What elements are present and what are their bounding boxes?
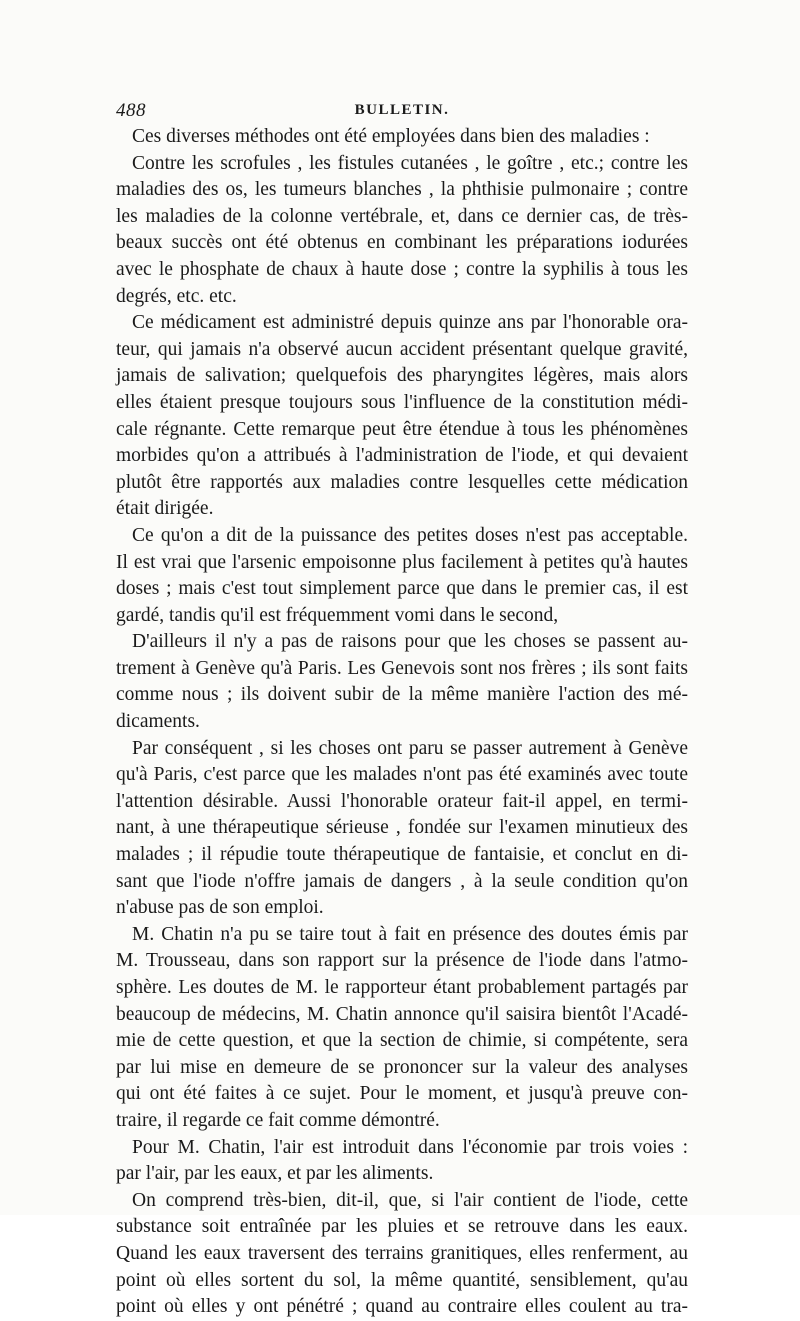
text-line: par lui mise en demeure de se prononcer sur la valeur des analyses — [116, 1056, 688, 1078]
text-line: M. Chatin n'a pu se taire tout à fait en présence des doutes émis par — [132, 923, 688, 945]
paragraph — [116, 736, 688, 922]
paragraph — [116, 629, 688, 735]
text-line: nant, à une thérapeutique sérieuse , fondée sur l'examen minutieux des — [116, 817, 688, 839]
running-head — [116, 100, 688, 124]
text-line: trement à Genève qu'à Paris. Les Genevois sont nos frères ; ils sont faits — [116, 657, 688, 679]
text-line: qu'à Paris, c'est parce que les malades n'ont pas été examinés avec toute — [116, 764, 688, 786]
text-line: Pour M. Chatin, l'air est introduit dans l'économie par trois voies : — [132, 1136, 688, 1158]
text-line: qui ont été faites à ce sujet. Pour le moment, et jusqu'à preuve con- — [116, 1083, 688, 1105]
text-line: point où elles y ont pénétré ; quand au contraire elles coulent au tra- — [116, 1296, 688, 1318]
text-line: Il est vrai que l'arsenic empoisonne plus facilement à petites qu'à hautes — [116, 551, 688, 573]
text-line: Ce qu'on a dit de la puissance des petites doses n'est pas acceptable. — [132, 524, 688, 546]
text-line: était dirigée. — [116, 498, 214, 520]
text-line: dicaments. — [116, 711, 200, 733]
text-line: elles étaient presque toujours sous l'influence de la constitution médi- — [116, 391, 688, 413]
page-number: 488 — [116, 100, 146, 121]
text-line: Contre les scrofules , les fistules cutanées , le goître , etc.; contre les — [132, 152, 688, 174]
text-line: n'abuse pas de son emploi. — [116, 897, 324, 919]
text-line: jamais de salivation; quelquefois des pharyngites légères, mais alors — [116, 365, 688, 387]
text-line: On comprend très-bien, dit-il, que, si l'air contient de l'iode, cette — [132, 1189, 688, 1211]
text-line: teur, qui jamais n'a observé aucun accident présentant quelque gravité, — [116, 338, 688, 360]
text-line: traire, il regarde ce fait comme démontré. — [116, 1109, 440, 1131]
text-line: substance soit entraînée par les pluies et se retrouve dans les eaux. — [116, 1216, 688, 1238]
text-line: par l'air, par les eaux, et par les aliments. — [116, 1163, 434, 1185]
text-line: Ces diverses méthodes ont été employées dans bien des maladies : — [132, 126, 650, 147]
text-line: comme nous ; ils doivent subir de la même manière l'action des mé- — [116, 684, 688, 706]
paragraph — [116, 1188, 688, 1321]
paragraph — [116, 523, 688, 629]
text-line: beaucoup de médecins, M. Chatin annonce qu'il saisira bientôt l'Acadé- — [116, 1003, 688, 1025]
paragraph — [116, 310, 688, 523]
text-line: sant que l'iode n'offre jamais de dangers , à la seule condition qu'on — [116, 870, 688, 892]
text-line: sphère. Les doutes de M. le rapporteur étant probablement partagés par — [116, 977, 688, 998]
body-text — [116, 124, 688, 1321]
text-line: les maladies de la colonne vertébrale, et, dans ce dernier cas, de très- — [116, 205, 688, 227]
text-line: malades ; il répudie toute thérapeutique de fantaisie, et conclut en di- — [116, 844, 688, 866]
text-line: mie de cette question, et que la section de chimie, si compétente, sera — [116, 1030, 688, 1052]
paragraph — [116, 1135, 688, 1188]
text-line: gardé, tandis qu'il est fréquemment vomi dans le second, — [116, 604, 559, 626]
paragraph — [116, 124, 688, 151]
running-title: BULLETIN. — [354, 102, 450, 118]
text-line: Quand les eaux traversent des terrains granitiques, elles renferment, au — [116, 1242, 688, 1264]
text-line: cale régnante. Cette remarque peut être étendue à tous les phénomènes — [116, 418, 688, 440]
text-line: avec le phosphate de chaux à haute dose ; contre la syphilis à tous les — [116, 258, 688, 280]
text-line: doses ; mais c'est tout simplement parce que dans le premier cas, il est — [116, 578, 688, 600]
text-line: D'ailleurs il n'y a pas de raisons pour que les choses se passent au- — [132, 631, 688, 653]
text-line: maladies des os, les tumeurs blanches , la phthisie pulmonaire ; contre — [116, 179, 688, 201]
text-line: plutôt être rapportés aux maladies contre lesquelles cette médication — [116, 471, 688, 493]
text-line: point où elles sortent du sol, la même quantité, sensiblement, qu'au — [116, 1269, 688, 1291]
text-line: Ce médicament est administré depuis quinze ans par l'honorable ora- — [132, 312, 688, 334]
text-line: degrés, etc. etc. — [116, 285, 237, 307]
text-line: Par conséquent , si les choses ont paru se passer autrement à Genève — [132, 737, 688, 759]
text-line: l'attention désirable. Aussi l'honorable orateur fait-il appel, en termi- — [116, 790, 688, 812]
paragraph — [116, 922, 688, 1135]
text-line: M. Trousseau, dans son rapport sur la présence de l'iode dans l'atmo- — [116, 950, 688, 972]
text-line: beaux succès ont été obtenus en combinant les préparations iodurées — [116, 232, 688, 254]
paragraph — [116, 151, 688, 311]
text-line: morbides qu'on a attribués à l'administration de l'iode, et qui devaient — [116, 445, 688, 467]
